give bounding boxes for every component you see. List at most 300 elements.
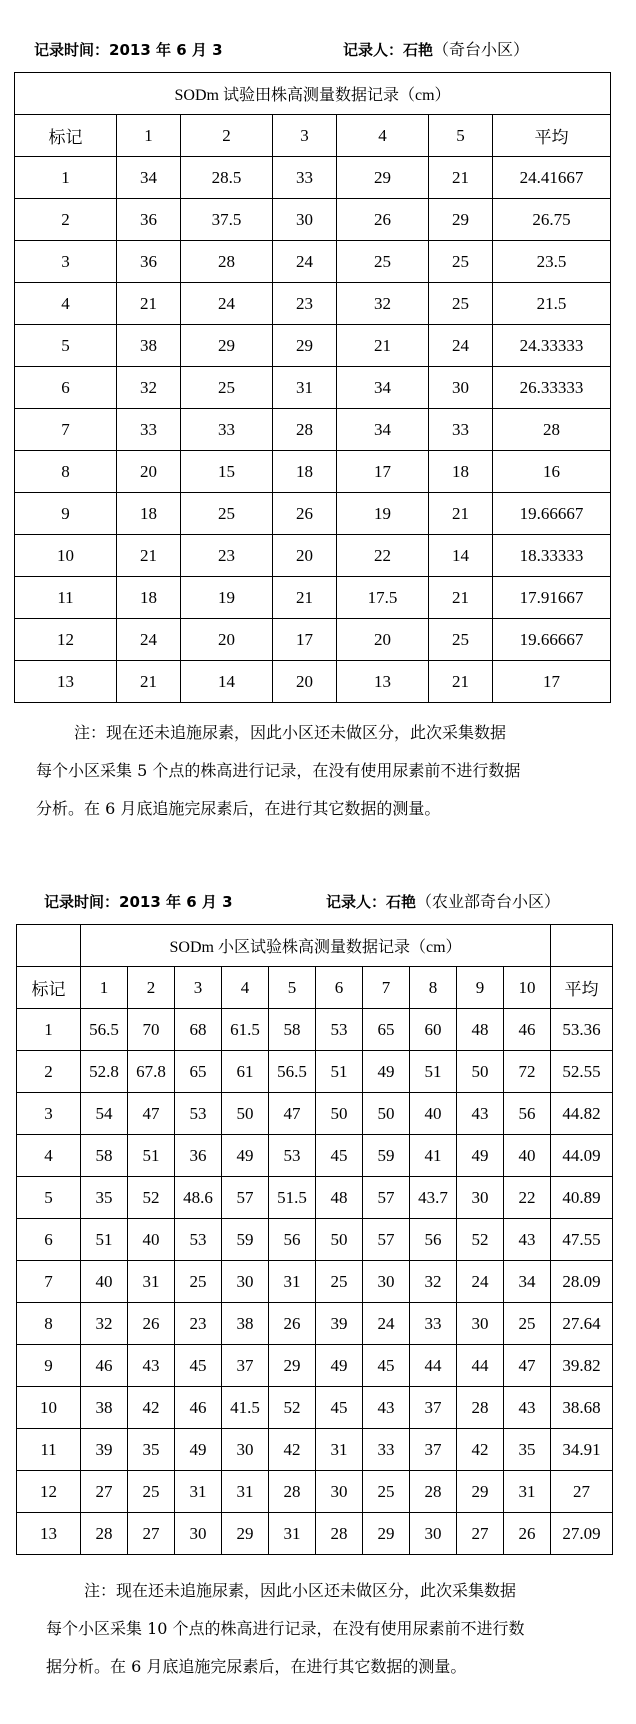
table-cell: 40.89	[551, 1177, 613, 1219]
table-cell: 28	[493, 409, 611, 451]
table-cell: 14	[181, 661, 273, 703]
note-line: 注：现在还未追施尿素，因此小区还未做区分，此次采集数据	[84, 1581, 517, 1600]
table-cell: 25	[316, 1261, 363, 1303]
column-header: 10	[504, 967, 551, 1009]
table-cell: 24	[273, 241, 337, 283]
table-cell: 56	[269, 1219, 316, 1261]
table-cell: 57	[222, 1177, 269, 1219]
table-cell: 49	[175, 1429, 222, 1471]
table-cell: 65	[175, 1051, 222, 1093]
table-cell: 60	[410, 1009, 457, 1051]
table-cell: 21	[337, 325, 429, 367]
table-cell: 48	[316, 1177, 363, 1219]
table-cell: 19	[337, 493, 429, 535]
recorder-line-1	[343, 38, 529, 62]
table-cell: 25	[363, 1471, 410, 1513]
table-cell: 24.33333	[493, 325, 611, 367]
table-cell: 50	[316, 1219, 363, 1261]
table-cell: 26	[273, 493, 337, 535]
recorder-place: （农业部奇台小区）	[416, 892, 561, 911]
table-cell: 33	[273, 157, 337, 199]
table-cell: 28	[81, 1513, 128, 1555]
table-cell: 41.5	[222, 1387, 269, 1429]
table-header-row	[17, 967, 613, 1009]
table-cell: 21	[429, 577, 493, 619]
table-cell: 44.82	[551, 1093, 613, 1135]
table-row	[17, 1009, 613, 1051]
table-cell: 47.55	[551, 1219, 613, 1261]
table-cell: 30	[222, 1261, 269, 1303]
height-table-1	[14, 72, 611, 703]
table-cell: 22	[337, 535, 429, 577]
table-cell: 56	[504, 1093, 551, 1135]
table-cell: 7	[17, 1261, 81, 1303]
table-cell: 41	[410, 1135, 457, 1177]
table-cell: 9	[17, 1345, 81, 1387]
table-cell: 37	[410, 1387, 457, 1429]
table-cell: 1	[17, 1009, 81, 1051]
table-cell: 13	[15, 661, 117, 703]
column-header: 平均	[551, 967, 613, 1009]
table-cell: 31	[128, 1261, 175, 1303]
table-cell: 46	[504, 1009, 551, 1051]
table-cell: 28.09	[551, 1261, 613, 1303]
table-cell: 48	[457, 1009, 504, 1051]
table-cell: 50	[222, 1093, 269, 1135]
empty-cell	[17, 925, 81, 967]
table-cell: 32	[81, 1303, 128, 1345]
table-cell: 43	[504, 1387, 551, 1429]
table-cell: 4	[17, 1135, 81, 1177]
table-cell: 29	[429, 199, 493, 241]
table-cell: 47	[128, 1093, 175, 1135]
table-cell: 52.55	[551, 1051, 613, 1093]
table-cell: 20	[181, 619, 273, 661]
table-cell: 43	[457, 1093, 504, 1135]
table-cell: 24	[457, 1261, 504, 1303]
table-cell: 28	[410, 1471, 457, 1513]
table-cell: 58	[81, 1135, 128, 1177]
table-cell: 18	[117, 493, 181, 535]
table-cell: 44.09	[551, 1135, 613, 1177]
note-line: 注：现在还未追施尿素，因此小区还未做区分，此次采集数据	[74, 723, 507, 742]
table-cell: 21	[117, 661, 181, 703]
recorder-label: 记录人：石艳	[343, 41, 434, 59]
table-cell: 27.64	[551, 1303, 613, 1345]
table-cell: 57	[363, 1219, 410, 1261]
table-cell: 19.66667	[493, 619, 611, 661]
height-table-2	[16, 924, 613, 1555]
table-cell: 25	[337, 241, 429, 283]
table-cell: 30	[316, 1471, 363, 1513]
table-cell: 38	[117, 325, 181, 367]
table-row	[17, 1093, 613, 1135]
table-cell: 27.09	[551, 1513, 613, 1555]
record-time-label: 记录时间：	[34, 41, 110, 59]
table-cell: 31	[269, 1261, 316, 1303]
table-cell: 21	[117, 535, 181, 577]
table-cell: 52	[457, 1219, 504, 1261]
table-cell: 39	[316, 1303, 363, 1345]
table-cell: 21	[429, 157, 493, 199]
table-cell: 51.5	[269, 1177, 316, 1219]
table-cell: 18	[273, 451, 337, 493]
table-cell: 17.91667	[493, 577, 611, 619]
table-cell: 65	[363, 1009, 410, 1051]
table-cell: 26	[337, 199, 429, 241]
table-cell: 47	[269, 1093, 316, 1135]
record-time-line-2	[44, 890, 233, 914]
table-cell: 9	[15, 493, 117, 535]
table-cell: 36	[117, 199, 181, 241]
table-cell: 51	[410, 1051, 457, 1093]
table-cell: 37	[222, 1345, 269, 1387]
table-cell: 70	[128, 1009, 175, 1051]
recorder-place: （奇台小区）	[433, 40, 530, 59]
table-cell: 26.75	[493, 199, 611, 241]
table-row	[15, 535, 611, 577]
table-cell: 12	[17, 1471, 81, 1513]
table-header-row	[15, 115, 611, 157]
table-cell: 29	[363, 1513, 410, 1555]
table-cell: 31	[273, 367, 337, 409]
table-title-row	[17, 925, 613, 967]
table-cell: 35	[81, 1177, 128, 1219]
table-cell: 40	[504, 1135, 551, 1177]
table-cell: 30	[222, 1429, 269, 1471]
note-line: 分析。在 6 月底追施完尿素后，在进行其它数据的测量。	[36, 799, 441, 818]
table-cell: 21	[429, 661, 493, 703]
table-cell: 2	[15, 199, 117, 241]
table-cell: 68	[175, 1009, 222, 1051]
table-cell: 52	[128, 1177, 175, 1219]
table-cell: 26	[504, 1513, 551, 1555]
table-cell: 51	[81, 1219, 128, 1261]
table-cell: 18.33333	[493, 535, 611, 577]
table-cell: 6	[17, 1219, 81, 1261]
column-header: 8	[410, 967, 457, 1009]
table-cell: 52.8	[81, 1051, 128, 1093]
table-cell: 53	[175, 1093, 222, 1135]
table-cell: 23	[175, 1303, 222, 1345]
table-cell: 34	[504, 1261, 551, 1303]
table-cell: 29	[457, 1471, 504, 1513]
table-cell: 25	[429, 619, 493, 661]
table-row	[17, 1051, 613, 1093]
table-cell: 39.82	[551, 1345, 613, 1387]
table-cell: 34	[337, 409, 429, 451]
table-row	[17, 1429, 613, 1471]
table-row	[15, 661, 611, 703]
table-cell: 21	[429, 493, 493, 535]
recorder-label: 记录人：石艳	[326, 893, 417, 911]
table-cell: 37	[410, 1429, 457, 1471]
note-line: 每个小区采集 10 个点的株高进行记录，在没有使用尿素前不进行数	[46, 1619, 525, 1638]
table-cell: 17	[337, 451, 429, 493]
table-cell: 10	[15, 535, 117, 577]
table-cell: 29	[337, 157, 429, 199]
table-cell: 19	[181, 577, 273, 619]
recorder-line-2	[326, 890, 560, 914]
column-header: 5	[429, 115, 493, 157]
table-cell: 25	[504, 1303, 551, 1345]
table-cell: 31	[504, 1471, 551, 1513]
table-cell: 42	[269, 1429, 316, 1471]
table-cell: 33	[410, 1303, 457, 1345]
table-cell: 49	[363, 1051, 410, 1093]
table-cell: 32	[410, 1261, 457, 1303]
table-cell: 28.5	[181, 157, 273, 199]
table-title: SODm 小区试验株高测量数据记录（cm）	[81, 925, 551, 967]
table-cell: 50	[316, 1093, 363, 1135]
record-time-line-1	[34, 38, 223, 62]
column-header: 4	[222, 967, 269, 1009]
table-cell: 25	[429, 283, 493, 325]
table-cell: 20	[337, 619, 429, 661]
table-cell: 44	[457, 1345, 504, 1387]
table-row	[15, 367, 611, 409]
table-cell: 30	[273, 199, 337, 241]
table-cell: 34.91	[551, 1429, 613, 1471]
table-cell: 43	[363, 1387, 410, 1429]
table-cell: 25	[181, 367, 273, 409]
table-cell: 21	[273, 577, 337, 619]
table-row	[15, 619, 611, 661]
table-cell: 26.33333	[493, 367, 611, 409]
column-header: 3	[273, 115, 337, 157]
table-cell: 40	[128, 1219, 175, 1261]
table-cell: 17	[273, 619, 337, 661]
table-cell: 27	[457, 1513, 504, 1555]
table-cell: 28	[269, 1471, 316, 1513]
table-cell: 24	[429, 325, 493, 367]
table-cell: 56.5	[81, 1009, 128, 1051]
table-row	[17, 1387, 613, 1429]
table-cell: 28	[457, 1387, 504, 1429]
column-header: 1	[117, 115, 181, 157]
table-cell: 40	[81, 1261, 128, 1303]
table-cell: 20	[273, 661, 337, 703]
table-cell: 23	[273, 283, 337, 325]
column-header: 9	[457, 967, 504, 1009]
table-cell: 13	[337, 661, 429, 703]
table-cell: 26	[128, 1303, 175, 1345]
table-cell: 25	[181, 493, 273, 535]
table-cell: 29	[269, 1345, 316, 1387]
table-cell: 21	[117, 283, 181, 325]
column-header: 7	[363, 967, 410, 1009]
table-cell: 47	[504, 1345, 551, 1387]
table-cell: 61.5	[222, 1009, 269, 1051]
table-cell: 28	[181, 241, 273, 283]
table-cell: 36	[175, 1135, 222, 1177]
table-cell: 2	[17, 1051, 81, 1093]
note-line: 据分析。在 6 月底追施完尿素后，在进行其它数据的测量。	[46, 1657, 467, 1676]
table-row	[17, 1135, 613, 1177]
table-cell: 31	[269, 1513, 316, 1555]
table-row	[15, 241, 611, 283]
table-cell: 67.8	[128, 1051, 175, 1093]
table-cell: 8	[17, 1303, 81, 1345]
table-row	[15, 577, 611, 619]
table-cell: 25	[128, 1471, 175, 1513]
table-cell: 14	[429, 535, 493, 577]
table-cell: 27	[128, 1513, 175, 1555]
table-row	[17, 1471, 613, 1513]
table-cell: 37.5	[181, 199, 273, 241]
table-cell: 25	[175, 1261, 222, 1303]
table-cell: 22	[504, 1177, 551, 1219]
table-cell: 49	[457, 1135, 504, 1177]
table-cell: 45	[175, 1345, 222, 1387]
table-cell: 20	[273, 535, 337, 577]
record-time-value: 2013 年 6 月 3	[109, 41, 223, 59]
table-cell: 56.5	[269, 1051, 316, 1093]
table-row	[15, 199, 611, 241]
table-cell: 15	[181, 451, 273, 493]
table-cell: 7	[15, 409, 117, 451]
table-cell: 50	[457, 1051, 504, 1093]
table-cell: 35	[128, 1429, 175, 1471]
table-title: SODm 试验田株高测量数据记录（cm）	[15, 73, 611, 115]
table-row	[15, 283, 611, 325]
table-cell: 23.5	[493, 241, 611, 283]
table-cell: 59	[222, 1219, 269, 1261]
table-cell: 19.66667	[493, 493, 611, 535]
table-cell: 43.7	[410, 1177, 457, 1219]
table-cell: 32	[337, 283, 429, 325]
table-cell: 53	[316, 1009, 363, 1051]
table-cell: 51	[316, 1051, 363, 1093]
table-cell: 49	[316, 1345, 363, 1387]
table-cell: 12	[15, 619, 117, 661]
table-cell: 36	[117, 241, 181, 283]
record-time-label: 记录时间：	[44, 893, 120, 911]
table-cell: 30	[429, 367, 493, 409]
table-cell: 34	[337, 367, 429, 409]
table-cell: 13	[17, 1513, 81, 1555]
table-cell: 45	[316, 1135, 363, 1177]
table-cell: 31	[316, 1429, 363, 1471]
table-cell: 30	[175, 1513, 222, 1555]
table-cell: 42	[457, 1429, 504, 1471]
table-cell: 61	[222, 1051, 269, 1093]
column-header: 标记	[15, 115, 117, 157]
table-cell: 30	[410, 1513, 457, 1555]
table-cell: 40	[410, 1093, 457, 1135]
table-cell: 3	[15, 241, 117, 283]
table-cell: 48.6	[175, 1177, 222, 1219]
table-row	[15, 409, 611, 451]
table-row	[15, 451, 611, 493]
table-cell: 27	[81, 1471, 128, 1513]
table-title-row	[15, 73, 611, 115]
table-cell: 29	[181, 325, 273, 367]
table-cell: 56	[410, 1219, 457, 1261]
table-row	[17, 1345, 613, 1387]
table-cell: 35	[504, 1429, 551, 1471]
column-header: 标记	[17, 967, 81, 1009]
table-cell: 11	[17, 1429, 81, 1471]
table-cell: 5	[15, 325, 117, 367]
table-cell: 58	[269, 1009, 316, 1051]
column-header: 3	[175, 967, 222, 1009]
table-cell: 30	[457, 1177, 504, 1219]
table-row	[17, 1303, 613, 1345]
table-cell: 31	[175, 1471, 222, 1513]
table-cell: 17.5	[337, 577, 429, 619]
table-cell: 1	[15, 157, 117, 199]
table-cell: 38.68	[551, 1387, 613, 1429]
table-cell: 53.36	[551, 1009, 613, 1051]
table-cell: 5	[17, 1177, 81, 1219]
table-cell: 45	[316, 1387, 363, 1429]
table-cell: 34	[117, 157, 181, 199]
table-row	[17, 1219, 613, 1261]
table-cell: 38	[81, 1387, 128, 1429]
table-row	[15, 493, 611, 535]
table-cell: 29	[273, 325, 337, 367]
table-cell: 50	[363, 1093, 410, 1135]
table-cell: 51	[128, 1135, 175, 1177]
table-cell: 26	[269, 1303, 316, 1345]
column-header: 1	[81, 967, 128, 1009]
table-cell: 49	[222, 1135, 269, 1177]
table-cell: 4	[15, 283, 117, 325]
table-cell: 11	[15, 577, 117, 619]
table-cell: 30	[457, 1303, 504, 1345]
table-cell: 44	[410, 1345, 457, 1387]
table-cell: 33	[363, 1429, 410, 1471]
table-cell: 18	[117, 577, 181, 619]
table-row	[15, 157, 611, 199]
table-cell: 52	[269, 1387, 316, 1429]
table-cell: 27	[551, 1471, 613, 1513]
table-cell: 31	[222, 1471, 269, 1513]
table-cell: 43	[504, 1219, 551, 1261]
table-cell: 17	[493, 661, 611, 703]
table-cell: 28	[273, 409, 337, 451]
table-cell: 46	[175, 1387, 222, 1429]
table-cell: 18	[429, 451, 493, 493]
table-cell: 24.41667	[493, 157, 611, 199]
table-row	[17, 1177, 613, 1219]
table-cell: 10	[17, 1387, 81, 1429]
column-header: 平均	[493, 115, 611, 157]
table-row	[17, 1261, 613, 1303]
table-cell: 32	[117, 367, 181, 409]
table-cell: 46	[81, 1345, 128, 1387]
table-cell: 30	[363, 1261, 410, 1303]
table-cell: 42	[128, 1387, 175, 1429]
table-cell: 24	[117, 619, 181, 661]
note-line: 每个小区采集 5 个点的株高进行记录，在没有使用尿素前不进行数据	[36, 761, 521, 780]
table-cell: 24	[363, 1303, 410, 1345]
empty-cell	[551, 925, 613, 967]
column-header: 2	[181, 115, 273, 157]
table-cell: 53	[269, 1135, 316, 1177]
table-cell: 33	[429, 409, 493, 451]
table-cell: 24	[181, 283, 273, 325]
table-cell: 25	[429, 241, 493, 283]
table-cell: 39	[81, 1429, 128, 1471]
table-cell: 54	[81, 1093, 128, 1135]
table-cell: 6	[15, 367, 117, 409]
table-row	[17, 1513, 613, 1555]
table-cell: 29	[222, 1513, 269, 1555]
table-cell: 8	[15, 451, 117, 493]
table-cell: 28	[316, 1513, 363, 1555]
